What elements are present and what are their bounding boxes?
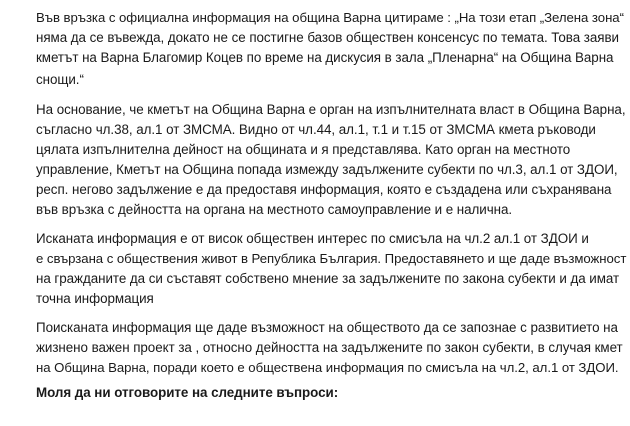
paragraph-2-line-5: респ. негово задължение е да предоставя информация, която е създадена или съхранявана [36,182,612,197]
paragraph-1-line-3: кметът на Варна Благомир Коцев по време на дискусия в зала „Пленарна“ на Община Варна [36,50,614,65]
paragraph-4-line-2: жизнено важен проект за , относно дейността на задължените по закон субекти, в случая кмет [36,340,623,355]
paragraph-3-line-2: е свързана с обществения живот в Република България. Предоставянето и ще даде възможност [36,251,627,266]
paragraph-4-line-1: Поисканата информация ще даде възможност на обществото да се запознае с развитието на [36,320,618,335]
paragraph-2-line-3: цялата изпълнителна дейност на общината и я представлява. Като орган на местното [36,142,571,157]
paragraph-2-line-4: управление, Кметът на Община попада измежду задължените субекти по чл.3, ал.1 от ЗДОИ, [36,162,618,177]
paragraph-2-line-2: съгласно чл.38, ал.1 от ЗМСМА. Видно от чл.44, ал.1, т.1 и т.15 от ЗМСМА кмета ръководи [36,122,596,137]
paragraph-2-line-6: във връзка с дейността на органа на местното самоуправление и е налична. [36,202,513,217]
paragraph-1-line-2: няма да се въвежда, докато не се постигне базов обществен консенсус по темата. Това заяви [36,30,619,45]
paragraph-1-line-4: снощи.“ [36,72,84,87]
paragraph-1-line-1: Във връзка с официална информация на община Варна цитираме : „На този етап „Зелена зона“ [36,10,624,25]
paragraph-3-line-3: на гражданите да си съставят собствено мнение за задължените по закона субекти и да имат [36,271,620,286]
paragraph-3-line-1: Исканата информация е от висок обществен интерес по смисъла на чл.2 ал.1 от ЗДОИ и [36,231,589,246]
paragraph-2-line-1: На основание, че кметът на Община Варна е орган на изпълнителната власт в Община Варна, [36,102,626,117]
questions-heading: Моля да ни отговорите на следните въпроси: [36,385,339,400]
paragraph-3-line-4: точна информация [36,291,154,306]
paragraph-4-line-3: на Община Варна, поради което е обществена информация по смисъла на чл.2, ал.1 от ЗДОИ. [36,360,619,375]
